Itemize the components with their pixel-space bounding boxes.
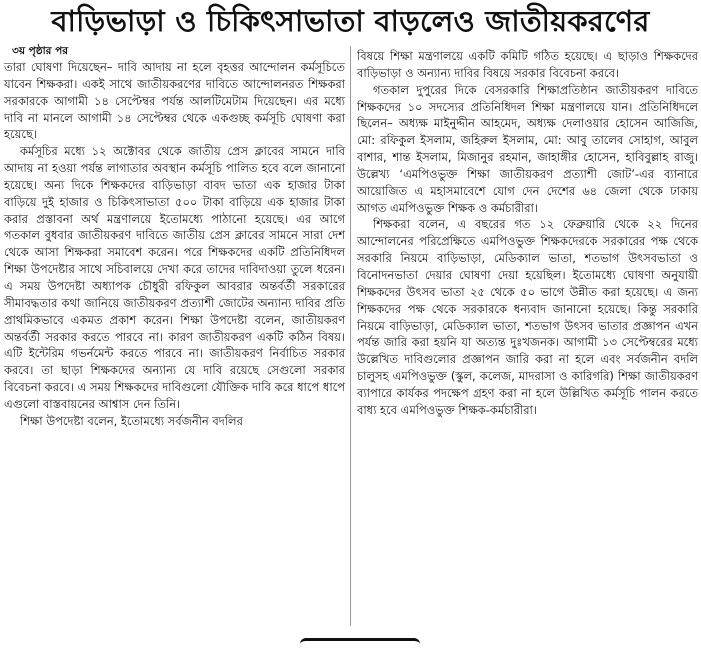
paragraph: শিক্ষকরা বলেন, এ বছরের গত ১২ ফেব্রুয়ারি থেকে ২২ দিনের আন্দোলনের পরিপ্রেক্ষিতে এমপিওভুক্ত শিক্ষকদেরকে সরকারের পক্ষ থেকে সরকারি নিয়মে বাড়িভাড়া, মেডিক্যাল ভাতা, শতভাগ উৎসবভাতা ও বিনোদনভাতা দেয়ার ঘোষণা দেয়া হয়েছিল। ইতোমধ্যে ঘোষণা অনুযায়ী শিক্ষকদের উৎসব ভাতা ২৫ থেকে ৫০ ভাগে উন্নীত করা হয়েছে। এ জন্য শিক্ষকদের পক্ষ থেকে সরকারকে ধন্যবাদ জানানো হয়েছে। কিন্তু সরকারি নিয়মে বাড়িভাড়া, মেডিক্যাল ভাতা, শতভাগ উৎসব ভাতার প্রজ্ঞাপন এখন পর্যন্ত জারি করা হয়নি যা অত্যন্ত দুঃখজনক। আগামী ১৩ সেপ্টেম্বরের মধ্যে উল্লেখিত দাবিগুলোর প্রজ্ঞাপন জারি করা না হলে এবং সর্বজনীন বদলি চালুসহ এমপিওভুক্ত (স্কুল, কলেজ, মাদরাসা ও কারিগরি) শিক্ষা জাতীয়করণ ব্যাপারে কার্যকর পদক্ষেপ গ্রহণ করা না হলে উল্লিখিত কর্মসূচি পালন করতে বাধ্য হবে এমপিওভুক্ত শিক্ষক-কর্মচারীরা। bbox=[357, 217, 698, 417]
paragraph: শিক্ষা উপদেষ্টা বলেন, ইতোমধ্যে সর্বজনীন বদলির bbox=[20, 413, 243, 428]
column-divider bbox=[350, 46, 351, 626]
cropped-next-headline bbox=[300, 634, 440, 648]
right-column bbox=[357, 48, 698, 419]
left-column bbox=[4, 44, 345, 430]
paragraph: তারা ঘোষণা দিয়েছেন– দাবি আদায় না হলে বৃহত্তর আন্দোলন কর্মসূচিতে যাবেন শিক্ষকরা। একই সাথে জাতীয়করণের দাবিতে আন্দোলনরত শিক্ষকরা সরকারকে আগামী ১৪ সেপ্টেম্বর পর্যন্ত আলটিমেটাম দিয়েছেন। এর মধ্যে দাবি না মানলে আগামী ১৪ সেপ্টেম্বর থেকে একগুচ্ছ কর্মসূচি ঘোষণা করা হয়েছে। bbox=[4, 60, 345, 142]
article-headline: বাড়িভাড়া ও চিকিৎসাভাতা বাড়লেও জাতীয়করণের bbox=[51, 4, 650, 38]
continued-from-label: ৩য় পৃষ্ঠার পর bbox=[12, 45, 69, 57]
paragraph: কর্মসূচির মধ্যে ১২ অক্টোবর থেকে জাতীয় প্রেস ক্লাবের সামনে দাবি আদায় না হওয়া পর্যন্ত লাগাতার অবস্থান কর্মসূচি পালিত হবে বলে জানানো হয়েছে। অন্য দিকে শিক্ষকদের বাড়িভাড়া বাবদ ভাতা এক হাজার টাকা বাড়িয়ে দুই হাজার ও চিকিৎসাভাতা ৫০০ টাকা বাড়িয়ে এক হাজার টাকা করার প্রস্তাবনা অর্থ মন্ত্রণালয়ে ইতোমধ্যে পাঠানো হয়েছে। এর আগে গতকাল বুধবার জাতীয়করণ দাবিতে জাতীয় প্রেস ক্লাবের সামনে সারা দেশ থেকে আসা শিক্ষকরা সমাবেশ করেন। পরে শিক্ষকদের একটি প্রতিনিধিদল শিক্ষা উপদেষ্টার সাথে সচিবালয়ে দেখা করে তাদের দাবিদাওয়া তুলে ধরেন। এ সময় উপদেষ্টা অধ্যাপক চৌধুরী রফিকুল আবরার অন্তর্বর্তী সরকারের সীমাবদ্ধতার কথা জানিয়ে জাতীয়করণ প্রত্যাশী জোটের অন্যান্য দাবির প্রতি প্রাথমিকভাবে একমত প্রকাশ করেন। শিক্ষা উপদেষ্টা বলেন, জাতীয়করণ অন্তর্বর্তী সরকার করতে পারবে না। কারণ জাতীয়করণ একটি কঠিন বিষয়। এটি ইন্টেরিম গভর্নমেন্ট করতে পারবে না। জাতীয়করণ নির্বাচিত সরকার করবে। তা ছাড়া শিক্ষকদের অন্যান্য যে দাবি রয়েছে সেগুলো সরকার বিবেচনা করবে। এ সময় শিক্ষকদের দাবিগুলো যৌক্তিক দাবি করে ধাপে ধাপে এগুলো বাস্তবায়নের আশ্বাস দেন তিনি। bbox=[4, 144, 345, 411]
paragraph: গতকাল দুপুরের দিকে বেসরকারি শিক্ষাপ্রতিষ্ঠান জাতীয়করণ দাবিতে শিক্ষকদের ১০ সদস্যের প্রতিনিধিদল শিক্ষা মন্ত্রণালয়ে যান। প্রতিনিধিদলে ছিলেন– অধ্যক্ষ মাইনুদ্দীন আহমেদ, অধ্যক্ষ দেলাওয়ার হোসেন আজিজি, মো: রফিকুল ইসলাম, জহিরুল ইসলাম, মো: আবু তালেব সোহাগ, আবুল বাশার, শান্ত ইসলাম, মিজানুর রহমান, জাহাঙ্গীর হোসেন, হাবিবুল্লাহ রাজু। উল্লেখ্য ‘এমপিওভুক্ত শিক্ষা জাতীয়করণ প্রত্যাশী জোট’-এর ব্যানারে আয়োজিত এ মহাসমাবেশে যোগ দেন দেশের ৬৪ জেলা থেকে ঢাকায় আগত এমপিওভুক্ত শিক্ষক ও কর্মচারীরা। bbox=[357, 82, 698, 215]
paragraph: বিষয়ে শিক্ষা মন্ত্রণালয়ে একটি কমিটি গঠিত হয়েছে। এ ছাড়াও শিক্ষকদের বাড়িভাড়া ও অন্যান্য দাবির বিষয়ে সরকার বিবেচনা করবে। bbox=[357, 49, 698, 80]
